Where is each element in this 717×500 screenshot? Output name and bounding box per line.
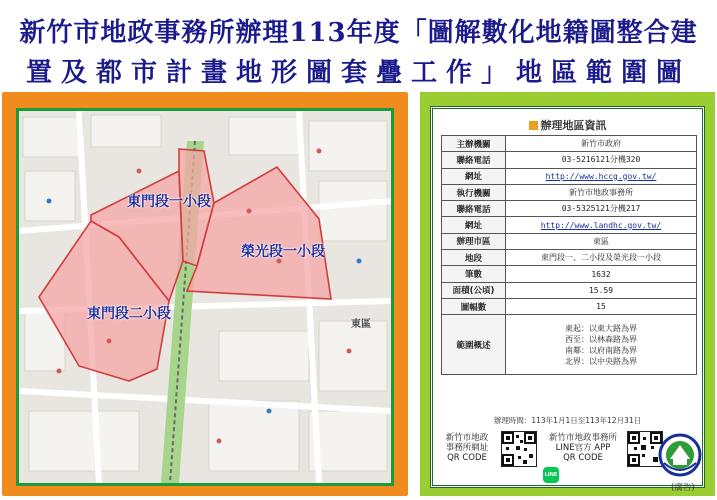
map-border — [16, 108, 394, 486]
bounds-description — [506, 315, 697, 375]
info-row — [442, 152, 697, 168]
bounds-line: 西至：以林森路為界 — [565, 334, 637, 344]
info-row — [442, 250, 697, 266]
bounds-line: 南鄰：以府南路為界 — [565, 345, 637, 355]
info-value: 新竹市地政事務所 — [506, 184, 697, 200]
info-row — [442, 282, 697, 298]
info-row — [442, 217, 697, 233]
qr-pattern-icon — [628, 432, 662, 466]
info-row — [442, 184, 697, 200]
info-key: 地段 — [442, 250, 506, 266]
info-row — [442, 233, 697, 249]
city-emblem-icon — [658, 433, 702, 477]
info-value — [506, 168, 697, 184]
info-value: 東門段一、二小段及榮光段一小段 — [506, 250, 697, 266]
qr-code-website[interactable] — [501, 431, 537, 467]
info-row — [442, 168, 697, 184]
info-value — [506, 217, 697, 233]
info-key: 網址 — [442, 217, 506, 233]
district-label: 東區 — [351, 319, 371, 330]
info-key: 面積(公頃) — [442, 282, 506, 298]
title-line-1: 新竹市地政事務所辦理113年度「圖解數化地籍圖整合建 — [19, 18, 698, 48]
info-heading: 辦理地區資訊 — [433, 117, 702, 133]
info-row — [442, 201, 697, 217]
map-graphics — [19, 111, 391, 483]
info-card — [430, 106, 705, 488]
info-key: 聯絡電話 — [442, 152, 506, 168]
segment-label-dongmen-1: 東門段一小段 — [127, 194, 211, 210]
info-value: 15.59 — [506, 282, 697, 298]
info-row — [442, 266, 697, 282]
info-table — [441, 135, 697, 375]
title-line-2: 置及都市計畫地形圖套疊工作」地區範圍圖 — [25, 58, 691, 88]
info-value: 15 — [506, 298, 697, 314]
bounds-line: 東起：以東大路為界 — [565, 323, 637, 333]
info-link[interactable]: http://www.hccg.gov.tw/ — [545, 171, 657, 181]
info-key: 範圍概述 — [442, 315, 506, 375]
info-key: 辦理市區 — [442, 233, 506, 249]
area-map[interactable] — [19, 111, 391, 483]
map-frame — [2, 92, 408, 496]
page-title — [0, 0, 717, 88]
bounds-line: 北界：以中央路為界 — [565, 356, 637, 366]
line-app-icon: LINE — [543, 467, 559, 483]
info-key: 圖幅數 — [442, 298, 506, 314]
advertisement-note: (廣告) — [671, 483, 695, 493]
info-row — [442, 298, 697, 314]
info-key: 聯絡電話 — [442, 201, 506, 217]
info-key: 網址 — [442, 168, 506, 184]
info-value: 1632 — [506, 266, 697, 282]
heading-square-icon — [529, 121, 538, 130]
info-row — [442, 136, 697, 152]
work-period: 辦理時間：113年1月1日至113年12月31日 — [493, 416, 642, 425]
info-value: 新竹市政府 — [506, 136, 697, 152]
info-row-bounds — [442, 315, 697, 375]
info-value: 03-5325121分機217 — [506, 201, 697, 217]
qr-website-caption: 新竹市地政 事務所網址 QR CODE — [445, 433, 489, 463]
qr-line-caption: 新竹市地政事務所 LINE官方 APP QR CODE — [548, 433, 617, 463]
info-link[interactable]: http://www.landhc.gov.tw/ — [540, 220, 662, 230]
segment-label-dongmen-2: 東門段二小段 — [87, 306, 171, 322]
info-key: 主辦機關 — [442, 136, 506, 152]
qr-pattern-icon — [502, 432, 536, 466]
info-frame — [420, 92, 715, 496]
segment-label-rongguang-1: 榮光段一小段 — [241, 244, 325, 260]
info-key: 執行機關 — [442, 184, 506, 200]
info-value: 03-5216121分機320 — [506, 152, 697, 168]
info-key: 筆數 — [442, 266, 506, 282]
info-value: 東區 — [506, 233, 697, 249]
